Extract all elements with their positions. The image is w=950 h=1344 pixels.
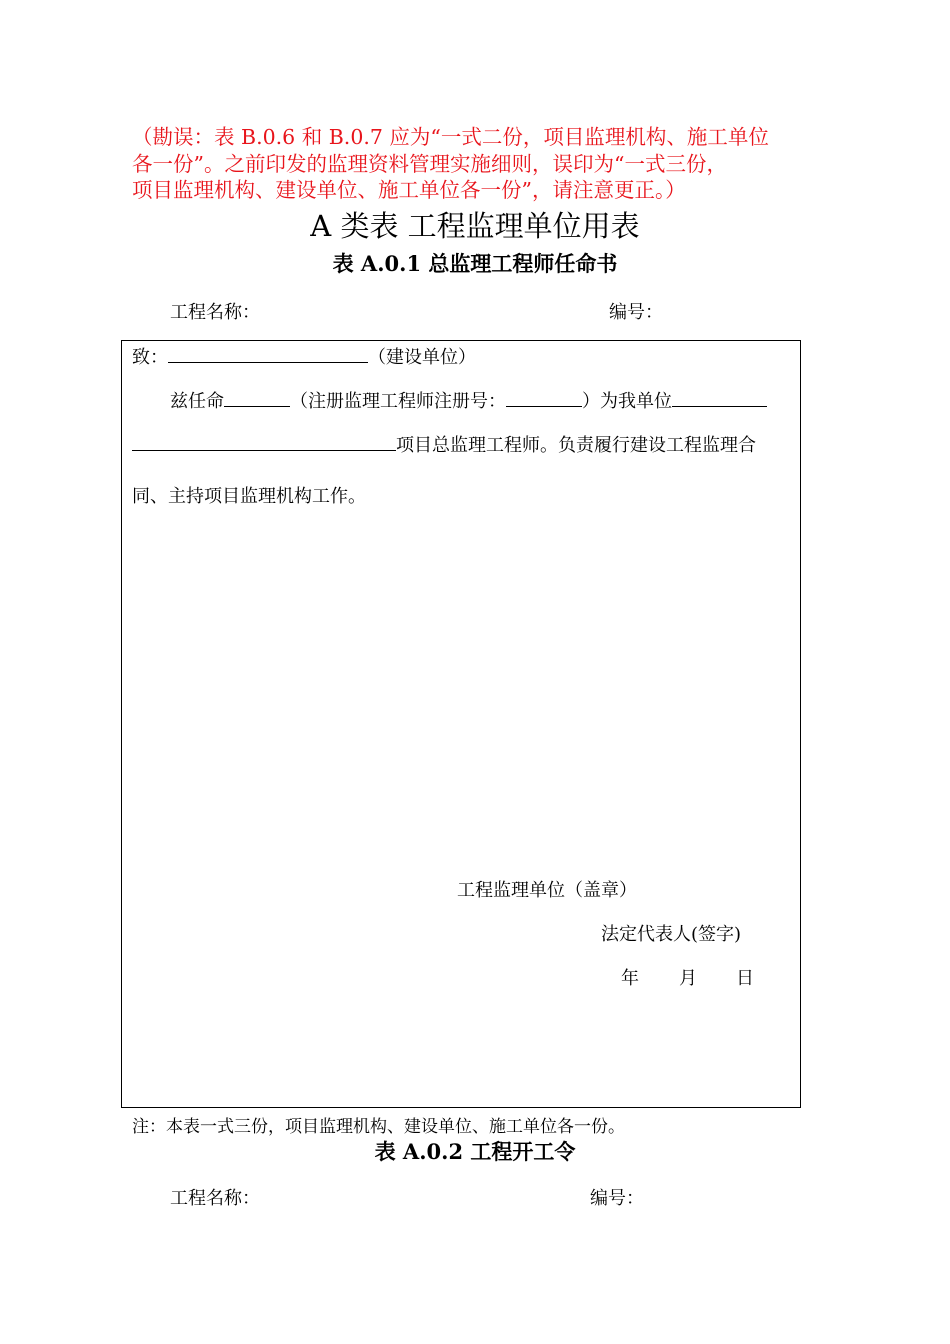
duty-line-2: 同、主持项目监理机构工作。 (132, 486, 366, 507)
form-a01-note: 注：本表一式三份，项目监理机构、建设单位、施工单位各一份。 (132, 1117, 625, 1137)
form-a02-title: 表 A.0.2 工程开工令 (374, 1139, 576, 1164)
reg-no-field[interactable] (506, 388, 582, 407)
appoint-line (170, 387, 767, 413)
form-a02-number-label: 编号： (590, 1188, 644, 1209)
errata-line-2: 各一份”。之前印发的监理资料管理实施细则，误印为“一式三份， (132, 151, 727, 176)
project-field-a[interactable] (672, 388, 767, 407)
errata-notice (132, 124, 832, 204)
reg-no-label: （注册监理工程师注册号： (290, 391, 506, 412)
form-a01-title: 表 A.0.1 总监理工程师任命书 (332, 251, 618, 276)
duty-text: 项目总监理工程师。负责履行建设工程监理合 (396, 435, 756, 456)
date-day: 日 (736, 968, 754, 989)
reg-no-suffix: ）为我单位 (582, 391, 672, 412)
errata-line-3: 项目监理机构、建设单位、施工单位各一份”，请注意更正。） (132, 178, 686, 202)
to-label: 致： (132, 347, 168, 368)
appointee-name-field[interactable] (224, 388, 290, 407)
date-year: 年 (621, 968, 639, 989)
sign-unit: 工程监理单位（盖章） (457, 880, 637, 901)
client-unit-field[interactable] (168, 344, 368, 363)
appoint-prefix: 兹任命 (170, 391, 224, 412)
duty-line (132, 431, 756, 457)
form-a02-project-name-label: 工程名称： (170, 1188, 260, 1209)
form-a01-project-name-label: 工程名称： (170, 302, 260, 323)
form-a01-number-label: 编号： (609, 302, 663, 323)
project-field-b[interactable] (132, 432, 396, 451)
category-title: A 类表 工程监理单位用表 (310, 209, 640, 243)
addressee-line (132, 343, 476, 369)
sign-rep: 法定代表人(签字) (601, 924, 742, 945)
to-suffix: （建设单位） (368, 347, 476, 368)
errata-line-1: （勘误：表 B.0.6 和 B.0.7 应为“一式二份，项目监理机构、施工单位 (132, 125, 769, 149)
date-month: 月 (679, 968, 697, 989)
